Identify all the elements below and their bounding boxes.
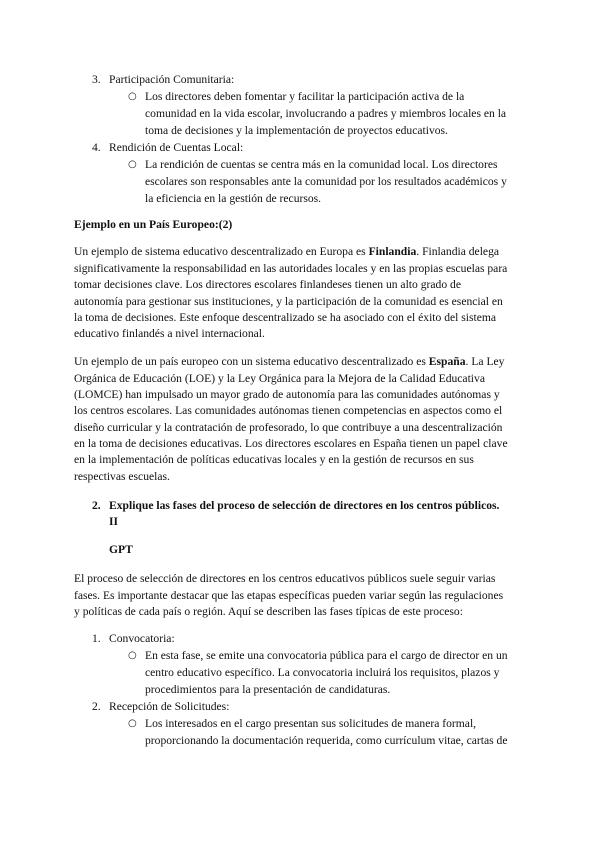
list-item-title: Convocatoria: bbox=[109, 632, 175, 645]
question-heading: Explique las fases del proceso de selección de directores en los centros públicos. bbox=[109, 499, 500, 512]
list-number: 2. bbox=[92, 700, 101, 713]
paragraph-line: educativo finlandés a nivel internacional. bbox=[74, 327, 265, 340]
paragraph-line: El proceso de selección de directores en los centros educativos públicos suele seguir varias bbox=[74, 572, 496, 585]
paragraph-line: y políticas de cada país o región. Aquí se describen las fases típicas de este proceso: bbox=[74, 605, 463, 618]
list-text-line: comunidad en la vida escolar, involucrando a padres y miembros locales en la bbox=[145, 107, 507, 120]
paragraph-line: en la implementación de políticas educativas locales y en la gestión de recursos en sus bbox=[74, 453, 474, 466]
list-text-line: la eficiencia en la gestión de recursos. bbox=[145, 192, 322, 205]
hollow-bullet-icon: ○ bbox=[128, 650, 137, 661]
list-number: 3. bbox=[92, 73, 101, 86]
paragraph-line: respectivas escuelas. bbox=[74, 470, 170, 483]
list-number: 1. bbox=[92, 632, 101, 645]
list-text-line: Los interesados en el cargo presentan sus solicitudes de manera formal, bbox=[145, 717, 477, 730]
list-text-line: procedimientos para la presentación de candidaturas. bbox=[145, 683, 391, 696]
paragraph-line: tomar decisiones clave. Los directores escolares finlandeses tienen un alto grado de bbox=[74, 278, 461, 291]
paragraph-line: fases. Es importante destacar que las etapas específicas pueden variar según las regulaciones bbox=[74, 589, 504, 602]
section-heading: Ejemplo en un País Europeo:(2) bbox=[74, 218, 233, 231]
paragraph-line: los centros escolares. Las comunidades autónomas tienen competencias en aspectos como el bbox=[74, 404, 503, 417]
hollow-bullet-icon: ○ bbox=[128, 91, 137, 102]
list-text-line: proporcionando la documentación requerida, como currículum vitae, cartas de bbox=[145, 734, 508, 747]
list-text-line: escolares son responsables ante la comunidad por los resultados académicos y bbox=[145, 175, 507, 188]
hollow-bullet-icon: ○ bbox=[128, 718, 137, 729]
gpt-label: GPT bbox=[109, 543, 133, 556]
paragraph-line: Orgánica de Educación (LOE) y la Ley Orgánica para la Mejora de la Calidad Educativa bbox=[74, 372, 485, 385]
list-text-line: En esta fase, se emite una convocatoria pública para el cargo de director en un bbox=[145, 649, 508, 662]
paragraph-line: Un ejemplo de un país europeo con un sistema educativo descentralizado es España. La Ley bbox=[74, 355, 505, 368]
paragraph-line: significativamente la responsabilidad en las autoridades locales y en las propias escuelas para bbox=[74, 262, 508, 275]
paragraph-line: en la toma de decisiones educativas. Los directores escolares en España tienen un papel clave bbox=[74, 437, 508, 450]
question-heading-suffix: II bbox=[109, 515, 119, 528]
paragraph-line: (LOMCE) han impulsado un mayor grado de autonomía para las comunidades autónomas y bbox=[74, 388, 500, 401]
paragraph-line: la toma de decisiones. Este enfoque descentralizado se ha asociado con el éxito del sistema bbox=[74, 311, 497, 324]
list-text-line: Los directores deben fomentar y facilitar la participación activa de la bbox=[145, 90, 465, 103]
bold-term: España bbox=[428, 355, 466, 368]
question-number: 2. bbox=[92, 499, 101, 512]
paragraph-line: diseño curricular y la contratación de profesorado, lo que contribuye a una descentralización bbox=[74, 421, 503, 434]
hollow-bullet-icon: ○ bbox=[128, 159, 137, 170]
list-item-title: Recepción de Solicitudes: bbox=[109, 700, 230, 713]
list-text-line: centro educativo específico. La convocatoria incluirá los requisitos, plazos y bbox=[145, 666, 500, 679]
list-text-line: toma de decisiones y la implementación de proyectos educativos. bbox=[145, 124, 448, 137]
list-item-title: Rendición de Cuentas Local: bbox=[109, 141, 244, 154]
bold-term: Finlandia bbox=[368, 245, 417, 258]
list-item-title: Participación Comunitaria: bbox=[109, 73, 235, 86]
paragraph-line: autonomía para gestionar sus instituciones, y la participación de la comunidad es esencial en bbox=[74, 295, 503, 308]
list-number: 4. bbox=[92, 141, 101, 154]
paragraph-line: Un ejemplo de sistema educativo descentralizado en Europa es Finlandia. Finlandia delega bbox=[74, 245, 500, 258]
list-text-line: La rendición de cuentas se centra más en la comunidad local. Los directores bbox=[145, 158, 498, 171]
